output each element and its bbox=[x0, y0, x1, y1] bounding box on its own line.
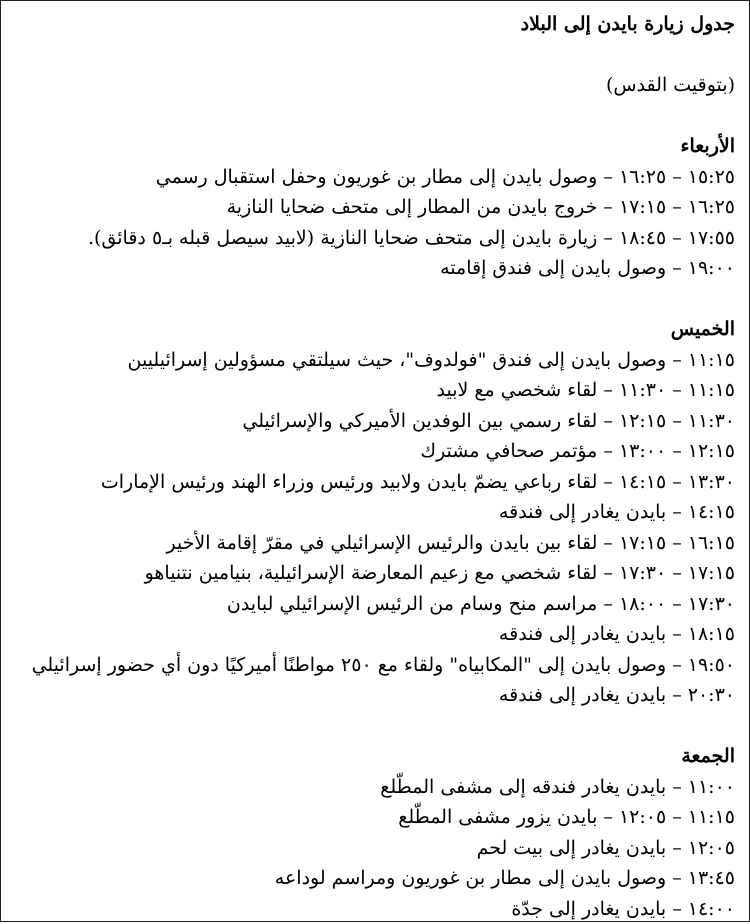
schedule-item: ١٧:٣٠ – ١٨:٠٠ – مراسم منح وسام من الرئيس الإسرائيلي لبايدن bbox=[15, 589, 735, 620]
schedule-item: ١٨:١٥ – بايدن يغادر إلى فندقه bbox=[15, 619, 735, 650]
schedule-item: ١١:١٥ – ١٢:٠٥ – بايدن يزور مشفى المطّلع bbox=[15, 802, 735, 833]
schedule-item: ٢٠:٣٠ – بايدن يغادر إلى فندقه bbox=[15, 680, 735, 711]
document-title: جدول زيارة بايدن إلى البلاد bbox=[15, 9, 735, 40]
schedule-item: ١١:١٥ – وصول بايدن إلى فندق "فولدوف"، حيث سيلتقي مسؤولين إسرائيليين bbox=[15, 345, 735, 376]
schedule-item: ١٩:٥٠ – وصول بايدن إلى "المكابياه" ولقاء مع ٢٥٠ مواطنًا أميركيًا دون أي حضور إسرائيلي bbox=[15, 650, 735, 681]
spacer bbox=[15, 284, 735, 315]
schedule-item: ١٢:٠٥ – بايدن يغادر إلى بيت لحم bbox=[15, 833, 735, 864]
schedule-item: ١٤:٠٠ – بايدن يغادر إلى جدّة bbox=[15, 894, 735, 924]
spacer bbox=[15, 711, 735, 742]
spacer bbox=[15, 101, 735, 132]
schedule-item: ١٢:١٥ – ١٣:٠٠ – مؤتمر صحافي مشترك bbox=[15, 436, 735, 467]
day-heading-friday: الجمعة bbox=[15, 741, 735, 772]
schedule-item: ١٦:١٥ – ١٧:١٥ – لقاء بين بايدن والرئيس الإسرائيلي في مقرّ إقامة الأخير bbox=[15, 528, 735, 559]
day-heading-thursday: الخميس bbox=[15, 314, 735, 345]
schedule-item: ١١:٠٠ – بايدن يغادر فندقه إلى مشفى المطّلع bbox=[15, 772, 735, 803]
schedule-item: ١١:٣٠ – ١٢:١٥ – لقاء رسمي بين الوفدين الأميركي والإسرائيلي bbox=[15, 406, 735, 437]
schedule-document bbox=[15, 9, 735, 924]
schedule-item: ١٦:٢٥ – ١٧:١٥ – خروج بايدن من المطار إلى متحف ضحايا النازية bbox=[15, 192, 735, 223]
schedule-item: ١٩:٠٠ – وصول بايدن إلى فندق إقامته bbox=[15, 253, 735, 284]
schedule-item: ١٣:٣٠ – ١٤:١٥ – لقاء رباعي يضمّ بايدن ولابيد ورئيس وزراء الهند ورئيس الإمارات bbox=[15, 467, 735, 498]
spacer bbox=[15, 40, 735, 71]
schedule-item: ١٧:٥٥ – ١٨:٤٥ – زيارة بايدن إلى متحف ضحايا النازية (لابيد سيصل قبله بـ٥ دقائق). bbox=[15, 223, 735, 254]
schedule-item: ١١:١٥ – ١١:٣٠ – لقاء شخصي مع لابيد bbox=[15, 375, 735, 406]
schedule-item: ١٣:٤٥ – وصول بايدن إلى مطار بن غوريون ومراسم لوداعه bbox=[15, 863, 735, 894]
schedule-item: ١٥:٢٥ – ١٦:٢٥ – وصول بايدن إلى مطار بن غوريون وحفل استقبال رسمي bbox=[15, 162, 735, 193]
timezone-note: (بتوقيت القدس) bbox=[15, 70, 735, 101]
schedule-item: ١٤:١٥ – بايدن يغادر إلى فندقه bbox=[15, 497, 735, 528]
day-heading-wednesday: الأربعاء bbox=[15, 131, 735, 162]
schedule-item: ١٧:١٥ – ١٧:٣٠ – لقاء شخصي مع زعيم المعارضة الإسرائيلية، بنيامين نتنياهو bbox=[15, 558, 735, 589]
